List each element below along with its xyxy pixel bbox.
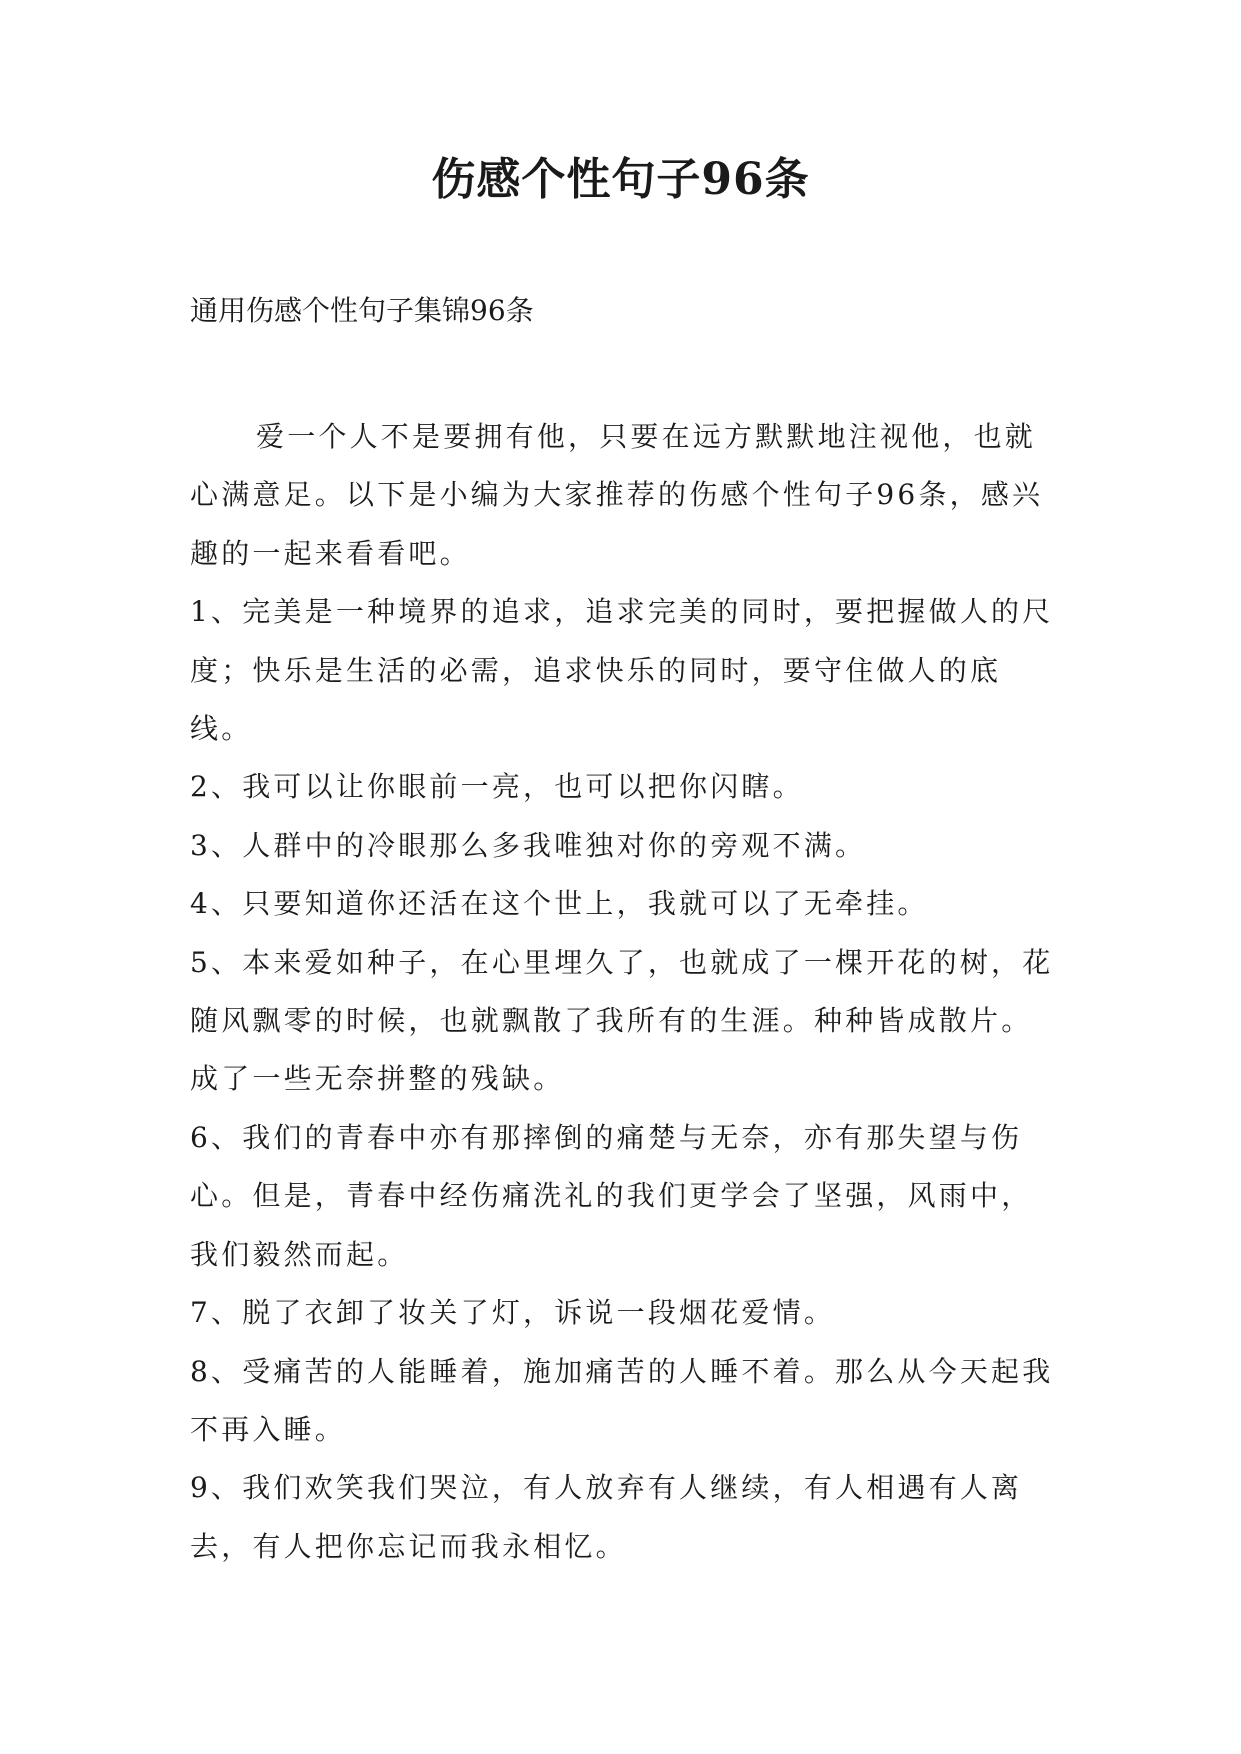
list-item: 5、本来爱如种子，在心里埋久了，也就成了一棵开花的树，花随风飘零的时候，也就飘散了我所有的生涯。种种皆成散片。成了一些无奈拼整的残缺。	[190, 945, 1054, 1096]
list-item: 7、脱了衣卸了妆关了灯，诉说一段烟花爱情。	[190, 1296, 836, 1330]
list-item: 1、完美是一种境界的追求，追求完美的同时，要把握做人的尺度；快乐是生活的必需，追求快乐的同时，要守住做人的底线。	[190, 595, 1054, 746]
document-body	[190, 408, 1060, 1576]
intro-paragraph: 爱一个人不是要拥有他，只要在远方默默地注视他，也就心满意足。以下是小编为大家推荐的伤感个性句子96条，感兴趣的一起来看看吧。	[190, 420, 1044, 570]
document-title: 伤感个性句子96条	[431, 154, 810, 205]
list-item: 2、我可以让你眼前一亮，也可以把你闪瞎。	[190, 770, 804, 804]
document-subtitle: 通用伤感个性句子集锦96条	[190, 294, 534, 327]
list-item: 6、我们的青春中亦有那摔倒的痛楚与无奈，亦有那失望与伤心。但是，青春中经伤痛洗礼的我们更学会了坚强，风雨中，我们毅然而起。	[190, 1120, 1033, 1271]
list-item: 9、我们欢笑我们哭泣，有人放弃有人继续，有人相遇有人离去，有人把你忘记而我永相忆。	[190, 1471, 1023, 1563]
list-item: 4、只要知道你还活在这个世上，我就可以了无牵挂。	[190, 887, 929, 921]
list-item: 3、人群中的冷眼那么多我唯独对你的旁观不满。	[190, 828, 867, 862]
list-item: 8、受痛苦的人能睡着，施加痛苦的人睡不着。那么从今天起我不再入睡。	[190, 1354, 1054, 1446]
